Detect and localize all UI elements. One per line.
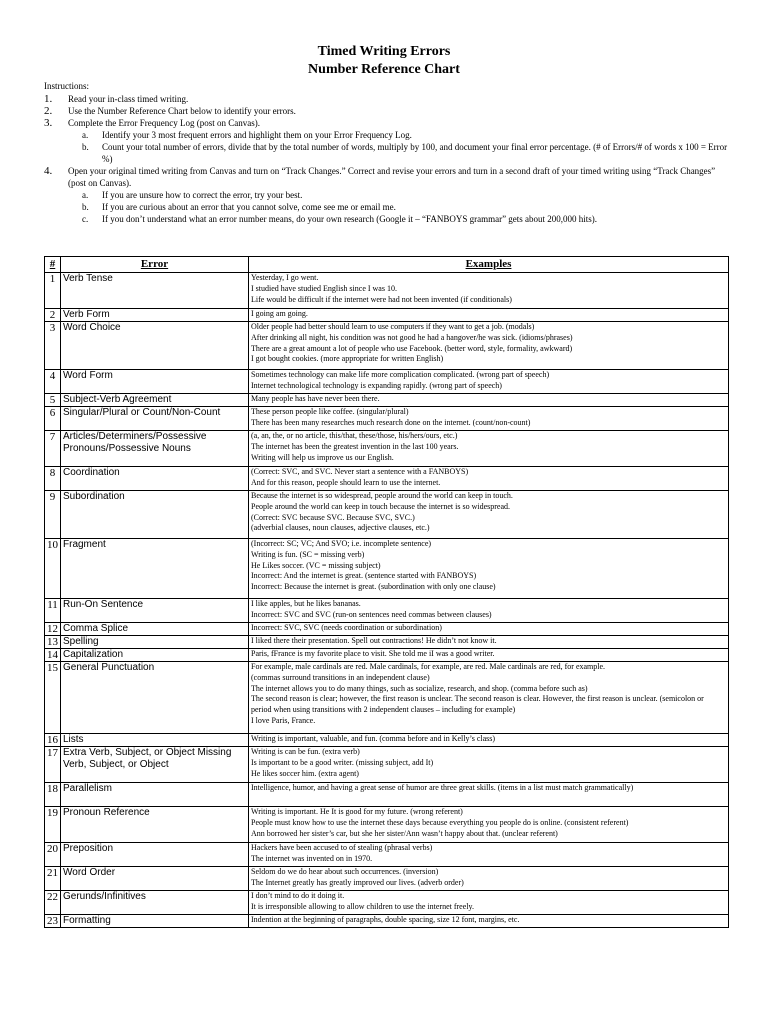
- error-name: Parallelism: [61, 783, 249, 807]
- substep-text: Identify your 3 most frequent errors and highlight them on your Error Frequency Log.: [102, 130, 412, 140]
- example-line: Because the internet is so widespread, people around the world can keep in touch.: [251, 491, 513, 500]
- error-examples: [249, 370, 729, 394]
- example-line: For example, male cardinals are red. Male cardinals, for example, are red. Male cardinals are red, for example.: [251, 662, 606, 671]
- example-line: Intelligence, humor, and having a great sense of humor are three great skills. (items in a list must match grammatically): [251, 783, 634, 792]
- error-number: 6: [45, 407, 61, 431]
- table-row: [45, 891, 729, 915]
- example-line: The internet was invented on in 1970.: [251, 853, 373, 863]
- example-line: The second reason is clear; however, the first reason is unclear. The second reason is clear. However, the first reason is unclear. (semicolon or period when using transitions with 2 independent clauses – including for example): [251, 694, 704, 715]
- example-line: Is important to be a good writer. (missing subject, add It): [251, 757, 434, 767]
- error-examples: [249, 273, 729, 309]
- error-number: 1: [45, 273, 61, 309]
- error-examples: [249, 394, 729, 407]
- table-row: [45, 431, 729, 467]
- example-line: Incorrect: SVC, SVC (needs coordination or subordination): [251, 623, 442, 632]
- error-examples: [249, 747, 729, 783]
- error-name: Pronoun Reference: [61, 807, 249, 843]
- substep-letter: c.: [82, 214, 89, 224]
- error-number: 7: [45, 431, 61, 467]
- substep-letter: a.: [82, 130, 89, 140]
- example-line: (Incorrect: SC; VC; And SVO; i.e. incomplete sentence): [251, 539, 432, 548]
- example-line: He Likes soccer. (VC = missing subject): [251, 560, 381, 570]
- instruction-substep: [82, 201, 734, 213]
- instructions: [44, 80, 734, 225]
- error-name: Extra Verb, Subject, or Object Missing Verb, Subject, or Object: [61, 747, 249, 783]
- example-line: People must know how to use the internet these days because everything you people do is online. (consistent referent): [251, 817, 629, 827]
- step-number: 1.: [44, 93, 53, 105]
- example-line: Hackers have been accused to of stealing (phrasal verbs): [251, 843, 433, 852]
- example-line: The Internet greatly has greatly improved our lives. (adverb order): [251, 877, 464, 887]
- example-line: There are a great amount a lot of people who use Facebook. (better word, style, formality, awkward): [251, 343, 573, 353]
- error-number: 9: [45, 491, 61, 539]
- error-examples: [249, 599, 729, 623]
- page-subtitle: Number Reference Chart: [308, 62, 460, 77]
- error-number: 10: [45, 539, 61, 599]
- error-number: 5: [45, 394, 61, 407]
- error-name: Verb Form: [61, 309, 249, 322]
- error-number: 4: [45, 370, 61, 394]
- example-line: And for this reason, people should learn to use the internet.: [251, 477, 441, 487]
- error-examples: [249, 891, 729, 915]
- example-line: Paris, fFrance is my favorite place to visit. She told me iI was a good writer.: [251, 649, 495, 658]
- header-error: Error: [61, 257, 249, 273]
- error-name: Subordination: [61, 491, 249, 539]
- error-number: 20: [45, 843, 61, 867]
- example-line: There has been many researches much research done on the internet. (count/non-count): [251, 417, 531, 427]
- error-examples: [249, 807, 729, 843]
- instruction-substep: [82, 141, 734, 165]
- error-examples: [249, 843, 729, 867]
- error-number: 22: [45, 891, 61, 915]
- error-name: Subject-Verb Agreement: [61, 394, 249, 407]
- error-name: Capitalization: [61, 649, 249, 662]
- error-name: General Punctuation: [61, 662, 249, 734]
- instruction-step: [44, 165, 734, 189]
- error-examples: [249, 734, 729, 747]
- table-body: [45, 273, 729, 928]
- table-row: [45, 467, 729, 491]
- table-row: [45, 915, 729, 928]
- example-line: I don’t mind to do it doing it.: [251, 891, 345, 900]
- instruction-substep: [82, 189, 734, 201]
- error-examples: [249, 322, 729, 370]
- substep-text: If you are unsure how to correct the error, try your best.: [102, 190, 303, 200]
- instruction-step: [44, 105, 734, 117]
- error-number: 17: [45, 747, 61, 783]
- error-name: Gerunds/Infinitives: [61, 891, 249, 915]
- example-line: Life would be difficult if the internet were had not been invented (if conditionals): [251, 294, 512, 304]
- example-line: Writing is fun. (SC = missing verb): [251, 549, 365, 559]
- example-line: After drinking all night, his condition was not good he had a hangover/he was sick. (idioms/phrases): [251, 332, 573, 342]
- example-line: He likes soccer him. (extra agent): [251, 768, 359, 778]
- example-line: I like apples, but he likes bananas.: [251, 599, 361, 608]
- error-name: Verb Tense: [61, 273, 249, 309]
- substep-letter: b.: [82, 142, 89, 152]
- step-number: 3.: [44, 117, 53, 129]
- step-number: 2.: [44, 105, 53, 117]
- example-line: These person people like coffee. (singular/plural): [251, 407, 409, 416]
- substep-text: If you are curious about an error that you cannot solve, come see me or email me.: [102, 202, 396, 212]
- error-examples: [249, 309, 729, 322]
- error-name: Comma Splice: [61, 623, 249, 636]
- step-text: Complete the Error Frequency Log (post on Canvas).: [68, 118, 260, 128]
- example-line: The internet has been the greatest invention in the last 100 years.: [251, 441, 459, 451]
- table-row: [45, 322, 729, 370]
- page-title: Timed Writing Errors: [317, 44, 451, 59]
- example-line: Sometimes technology can make life more complication complicated. (wrong part of speech): [251, 370, 550, 379]
- error-name: Lists: [61, 734, 249, 747]
- instruction-step: [44, 93, 734, 105]
- example-line: I going am going.: [251, 309, 308, 318]
- example-line: Indention at the beginning of paragraphs, double spacing, size 12 font, margins, etc.: [251, 915, 520, 924]
- example-line: I studied have studied English since I was 10.: [251, 283, 397, 293]
- error-examples: [249, 467, 729, 491]
- error-number: 2: [45, 309, 61, 322]
- error-reference-table: [44, 256, 729, 928]
- example-line: Writing will help us improve us our English.: [251, 452, 394, 462]
- example-line: (adverbial clauses, noun clauses, adjective clauses, etc.): [251, 523, 430, 533]
- error-name: Coordination: [61, 467, 249, 491]
- table-row: [45, 273, 729, 309]
- error-examples: [249, 649, 729, 662]
- error-name: Run-On Sentence: [61, 599, 249, 623]
- error-examples: [249, 539, 729, 599]
- error-name: Spelling: [61, 636, 249, 649]
- example-line: People around the world can keep in touch because the internet is so widespread.: [251, 501, 511, 511]
- error-examples: [249, 867, 729, 891]
- instruction-substep: [82, 213, 734, 225]
- error-number: 13: [45, 636, 61, 649]
- substep-letter: b.: [82, 202, 89, 212]
- error-examples: [249, 407, 729, 431]
- error-name: Word Form: [61, 370, 249, 394]
- example-line: (commas surround transitions in an independent clause): [251, 672, 430, 682]
- error-examples: [249, 662, 729, 734]
- error-number: 11: [45, 599, 61, 623]
- table-row: [45, 807, 729, 843]
- table-row: [45, 623, 729, 636]
- example-line: Incorrect: Because the internet is great. (subordination with only one clause): [251, 582, 496, 592]
- error-name: Articles/Determiners/Possessive Pronouns/Possessive Nouns: [61, 431, 249, 467]
- table-row: [45, 662, 729, 734]
- error-examples: [249, 783, 729, 807]
- example-line: Writing is can be fun. (extra verb): [251, 747, 360, 756]
- step-text: Open your original timed writing from Canvas and turn on “Track Changes.” Correct and revise your errors and turn in a second draft of your timed writing using “Track Changes” (post on Canvas).: [68, 166, 716, 188]
- example-line: Seldom do we do hear about such occurrences. (inversion): [251, 867, 439, 876]
- example-line: Older people had better should learn to use computers if they want to get a job. (modals): [251, 322, 535, 331]
- error-number: 3: [45, 322, 61, 370]
- example-line: Incorrect: SVC and SVC (run-on sentences need commas between clauses): [251, 609, 492, 619]
- error-examples: [249, 636, 729, 649]
- example-line: I love Paris, France.: [251, 715, 316, 725]
- table-row: [45, 636, 729, 649]
- instruction-substep: [82, 129, 734, 141]
- example-line: Writing is important. He It is good for my future. (wrong referent): [251, 807, 463, 816]
- instructions-label: Instructions:: [44, 81, 89, 91]
- error-number: 15: [45, 662, 61, 734]
- instruction-step: [44, 117, 734, 129]
- step-text: Read your in-class timed writing.: [68, 94, 189, 104]
- table-row: [45, 843, 729, 867]
- error-number: 14: [45, 649, 61, 662]
- example-line: (Correct: SVC, and SVC. Never start a sentence with a FANBOYS): [251, 467, 469, 476]
- error-examples: [249, 623, 729, 636]
- example-line: Yesterday, I go went.: [251, 273, 319, 282]
- error-name: Singular/Plural or Count/Non-Count: [61, 407, 249, 431]
- error-number: 16: [45, 734, 61, 747]
- example-line: Many people has have never been there.: [251, 394, 380, 403]
- header-examples: Examples: [249, 257, 729, 273]
- error-name: Word Order: [61, 867, 249, 891]
- example-line: (Correct: SVC because SVC. Because SVC, SVC.): [251, 512, 415, 522]
- error-number: 12: [45, 623, 61, 636]
- table-row: [45, 734, 729, 747]
- error-number: 23: [45, 915, 61, 928]
- error-examples: [249, 915, 729, 928]
- table-row: [45, 783, 729, 807]
- table-row: [45, 599, 729, 623]
- table-row: [45, 747, 729, 783]
- step-number: 4.: [44, 165, 53, 177]
- error-examples: [249, 491, 729, 539]
- error-name: Fragment: [61, 539, 249, 599]
- substep-letter: a.: [82, 190, 89, 200]
- error-name: Formatting: [61, 915, 249, 928]
- table-row: [45, 649, 729, 662]
- example-line: (a, an, the, or no article, this/that, these/those, his/hers/ours, etc.): [251, 431, 458, 440]
- example-line: It is irresponsible allowing to allow children to use the internet freely.: [251, 901, 474, 911]
- substep-text: Count your total number of errors, divide that by the total number of words, multiply by 100, and document your final error percentage. (# of Errors/# of words x 100 = Error %): [102, 142, 728, 164]
- table-row: [45, 539, 729, 599]
- step-text: Use the Number Reference Chart below to identify your errors.: [68, 106, 296, 116]
- table-row: [45, 309, 729, 322]
- example-line: Internet technological technology is expanding rapidly. (wrong part of speech): [251, 380, 502, 390]
- error-number: 19: [45, 807, 61, 843]
- table-row: [45, 370, 729, 394]
- table-row: [45, 867, 729, 891]
- error-number: 8: [45, 467, 61, 491]
- example-line: I liked there their presentation. Spell out contractions! He didn’t not know it.: [251, 636, 497, 645]
- error-number: 21: [45, 867, 61, 891]
- substep-text: If you don’t understand what an error number means, do your own research (Google it – “FANBOYS grammar” gets about 200,000 hits).: [102, 214, 598, 224]
- table-row: [45, 407, 729, 431]
- error-examples: [249, 431, 729, 467]
- example-line: I got bought cookies. (more appropriate for written English): [251, 354, 444, 364]
- error-name: Word Choice: [61, 322, 249, 370]
- table-row: [45, 394, 729, 407]
- table-header-row: [45, 257, 729, 273]
- error-name: Preposition: [61, 843, 249, 867]
- header-number: #: [45, 257, 61, 273]
- example-line: Ann borrowed her sister’s car, but she her sister/Ann wasn’t happy about that. (unclear referent): [251, 828, 558, 838]
- example-line: The internet allows you to do many things, such as socialize, research, and shop. (comma before such as): [251, 683, 588, 693]
- table-row: [45, 491, 729, 539]
- example-line: Writing is important, valuable, and fun. (comma before and in Kelly’s class): [251, 734, 496, 743]
- example-line: Incorrect: And the internet is great. (sentence started with FANBOYS): [251, 571, 477, 581]
- error-number: 18: [45, 783, 61, 807]
